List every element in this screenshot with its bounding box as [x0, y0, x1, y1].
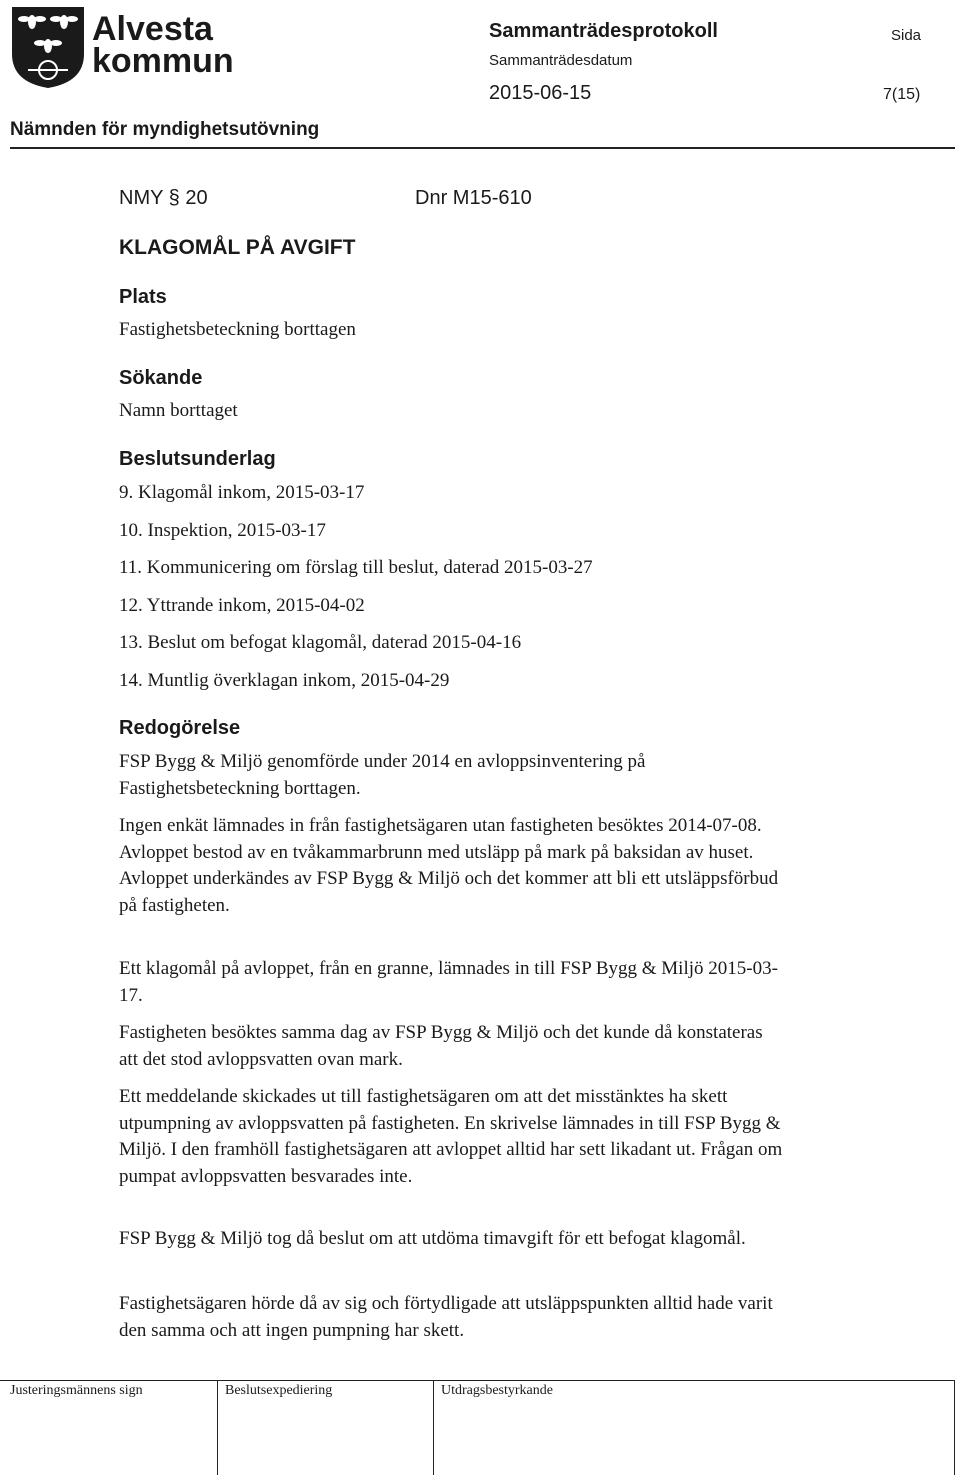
list-item: 11. Kommunicering om förslag till beslut, daterad 2015-03-27 [119, 557, 593, 579]
list-item: 9. Klagomål inkom, 2015-03-17 [119, 482, 365, 503]
document-type: Sammanträdesprotokoll [489, 20, 718, 42]
meeting-date: 2015-06-15 [489, 82, 592, 104]
footer-label-expediering: Beslutsexpediering [225, 1383, 333, 1398]
case-id: NMY § 20 [119, 187, 208, 209]
page-number: 7(15) [883, 86, 921, 103]
paragraph: Fastighetsägaren hörde då av sig och förtydligade att utsläppspunkten alltid hade varit den samma och att ingen pumpning har skett. [119, 1293, 773, 1341]
paragraph: Ett meddelande skickades ut till fastighetsägaren om att det misstänktes ha skett utpumpning av avloppsvatten på fastigheten. En skrivelse lämnades in till FSP Bygg & Miljö. I den framhöll fastighetsägaren att avloppet alltid har sett likadant ut. Frågan om pumpat avloppsvatten besvarades inte. [119, 1086, 783, 1187]
beslutsunderlag-list [119, 478, 593, 704]
plats-heading: Plats [119, 286, 167, 308]
svg-text:kommun: kommun [92, 42, 234, 80]
footer-label-utdrag: Utdragsbestyrkande [441, 1383, 553, 1398]
list-item: 10. Inspektion, 2015-03-17 [119, 519, 326, 541]
paragraph: Ingen enkät lämnades in från fastighetsägaren utan fastigheten besöktes 2014-07-08. Avloppet bestod av en tvåkammarbrunn med utsläpp på mark på baksidan av huset. Avloppet underkändes av FSP Bygg & Miljö och det kommer att bli ett utsläppsförbud på fastigheten. [119, 815, 779, 916]
sokande-heading: Sökande [119, 367, 203, 389]
case-dnr: Dnr M15-610 [415, 187, 532, 209]
plats-value: Fastighetsbeteckning borttagen [119, 319, 356, 340]
svg-text:Alvesta: Alvesta [92, 10, 213, 48]
header-divider [10, 147, 955, 149]
page-label: Sida [891, 27, 922, 44]
sokande-value: Namn borttaget [119, 400, 238, 421]
footer-label-sign: Justeringsmännens sign [10, 1383, 143, 1398]
alvesta-kommun-logo [10, 4, 242, 90]
paragraph: Fastigheten besöktes samma dag av FSP Bygg & Miljö och det kunde då konstateras att det stod avloppsvatten ovan mark. [119, 1022, 763, 1070]
organization-name: Nämnden för myndighetsutövning [10, 119, 320, 140]
list-item: 12. Yttrande inkom, 2015-04-02 [119, 594, 365, 616]
beslutsunderlag-heading: Beslutsunderlag [119, 448, 276, 470]
case-title: KLAGOMÅL PÅ AVGIFT [119, 236, 356, 259]
list-item: 13. Beslut om befogat klagomål, daterad 2015-04-16 [119, 632, 522, 654]
paragraph: FSP Bygg & Miljö tog då beslut om att utdöma timavgift för ett befogat klagomål. [119, 1228, 746, 1249]
paragraph: FSP Bygg & Miljö genomförde under 2014 en avloppsinventering på Fastighetsbeteckning borttagen. [119, 751, 646, 799]
paragraph: Ett klagomål på avloppet, från en granne, lämnades in till FSP Bygg & Miljö 2015-03-17. [119, 958, 778, 1006]
meeting-date-label: Sammanträdesdatum [489, 52, 633, 69]
redogorelse-heading: Redogörelse [119, 717, 241, 739]
list-item: 14. Muntlig överklagan inkom, 2015-04-29 [119, 669, 450, 691]
